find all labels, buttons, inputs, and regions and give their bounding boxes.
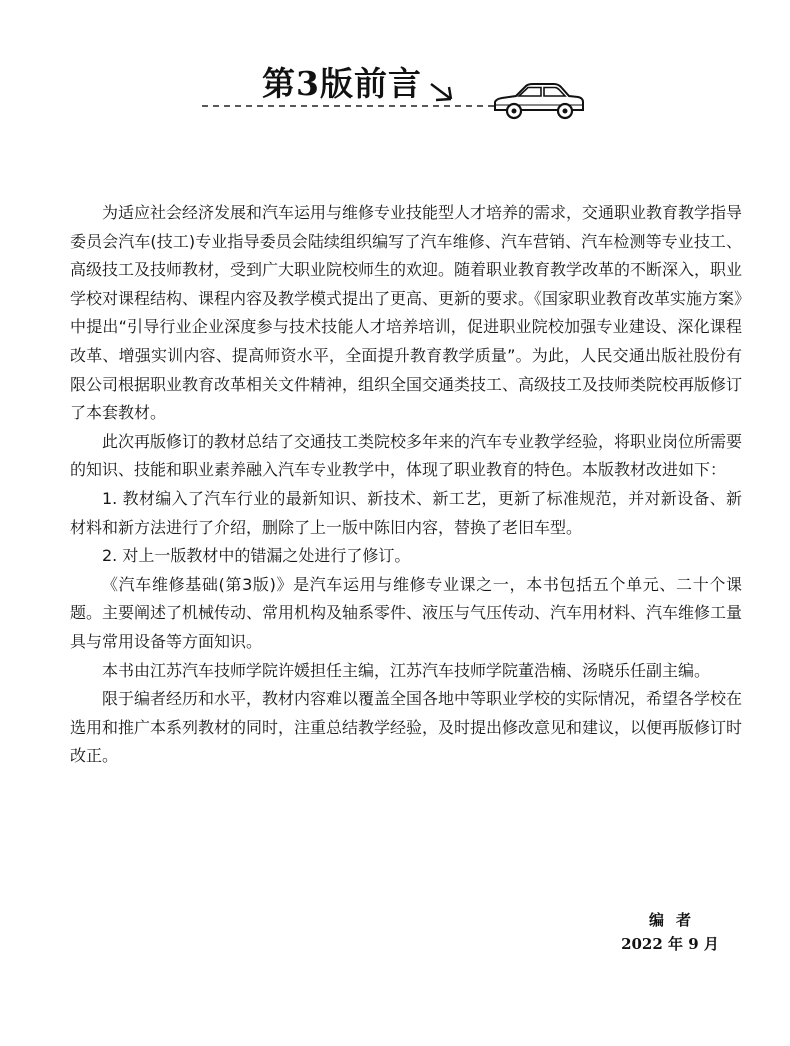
preface-body: [70, 199, 742, 771]
page-title: 第3版前言: [262, 64, 422, 103]
paragraph: 限于编者经历和水平，教材内容难以覆盖全国各地中等职业学校的实际情况，希望各学校在选用和推广本系列教材的同时，注重总结教学经验，及时提出修改意见和建议，以便再版修订时改正。: [70, 689, 743, 766]
paragraph: 此次再版修订的教材总结了交通技工类院校多年来的汽车专业教学经验，将职业岗位所需要的知识、技能和职业素养融入汽车专业教学中，体现了职业教育的特色。本版教材改进如下：: [70, 431, 743, 480]
paragraph: 为适应社会经济发展和汽车运用与维修专业技能型人才培养的需求，交通职业教育教学指导委员会汽车(技工)专业指导委员会陆续组织编写了汽车维修、汽车营销、汽车检测等专业技工、高级技工及技师教材，受到广大职业院校师生的欢迎。随着职业教育教学改革的不断深入，职业学校对课程结构、课程内容及教学模式提出了更高、更新的要求。《国家职业教育改革实施方案》中提出“引导行业企业深度参与技术技能人才培养培训，促进职业院校加强专业建设、深化课程改革、增强实训内容、提高师资水平，全面提升教育教学质量”。为此，人民交通出版社股份有限公司根据职业教育改革相关文件精神，组织全国交通类技工、高级技工及技师类院校再版修订了本套教材。: [70, 203, 743, 423]
list-item: 1. 教材编入了汽车行业的最新知识、新技术、新工艺，更新了标准规范，并对新设备、新材料和新方法进行了介绍，删除了上一版中陈旧内容，替换了老旧车型。: [70, 488, 742, 537]
signature-block: [600, 908, 740, 956]
date-label: 2022 年 9 月: [621, 935, 719, 953]
paragraph: 本书由江苏汽车技师学院许媛担任主编，江苏汽车技师学院董浩楠、汤晓乐任副主编。: [102, 660, 711, 680]
list-item: 2. 对上一版教材中的错漏之处进行了修订。: [102, 546, 411, 566]
arrow-down-right-icon: [428, 80, 460, 104]
car-icon: [492, 80, 586, 122]
author-label: 编者: [648, 911, 703, 929]
header-dashed-divider: [202, 104, 502, 108]
paragraph: 《汽车维修基础(第3版)》是汽车运用与维修专业课之一，本书包括五个单元、二十个课题。主要阐述了机械传动、常用机构及轴系零件、液压与气压传动、汽车用材料、汽车维修工量具与常用设备等方面知识。: [70, 574, 743, 651]
page-header: [0, 0, 790, 140]
